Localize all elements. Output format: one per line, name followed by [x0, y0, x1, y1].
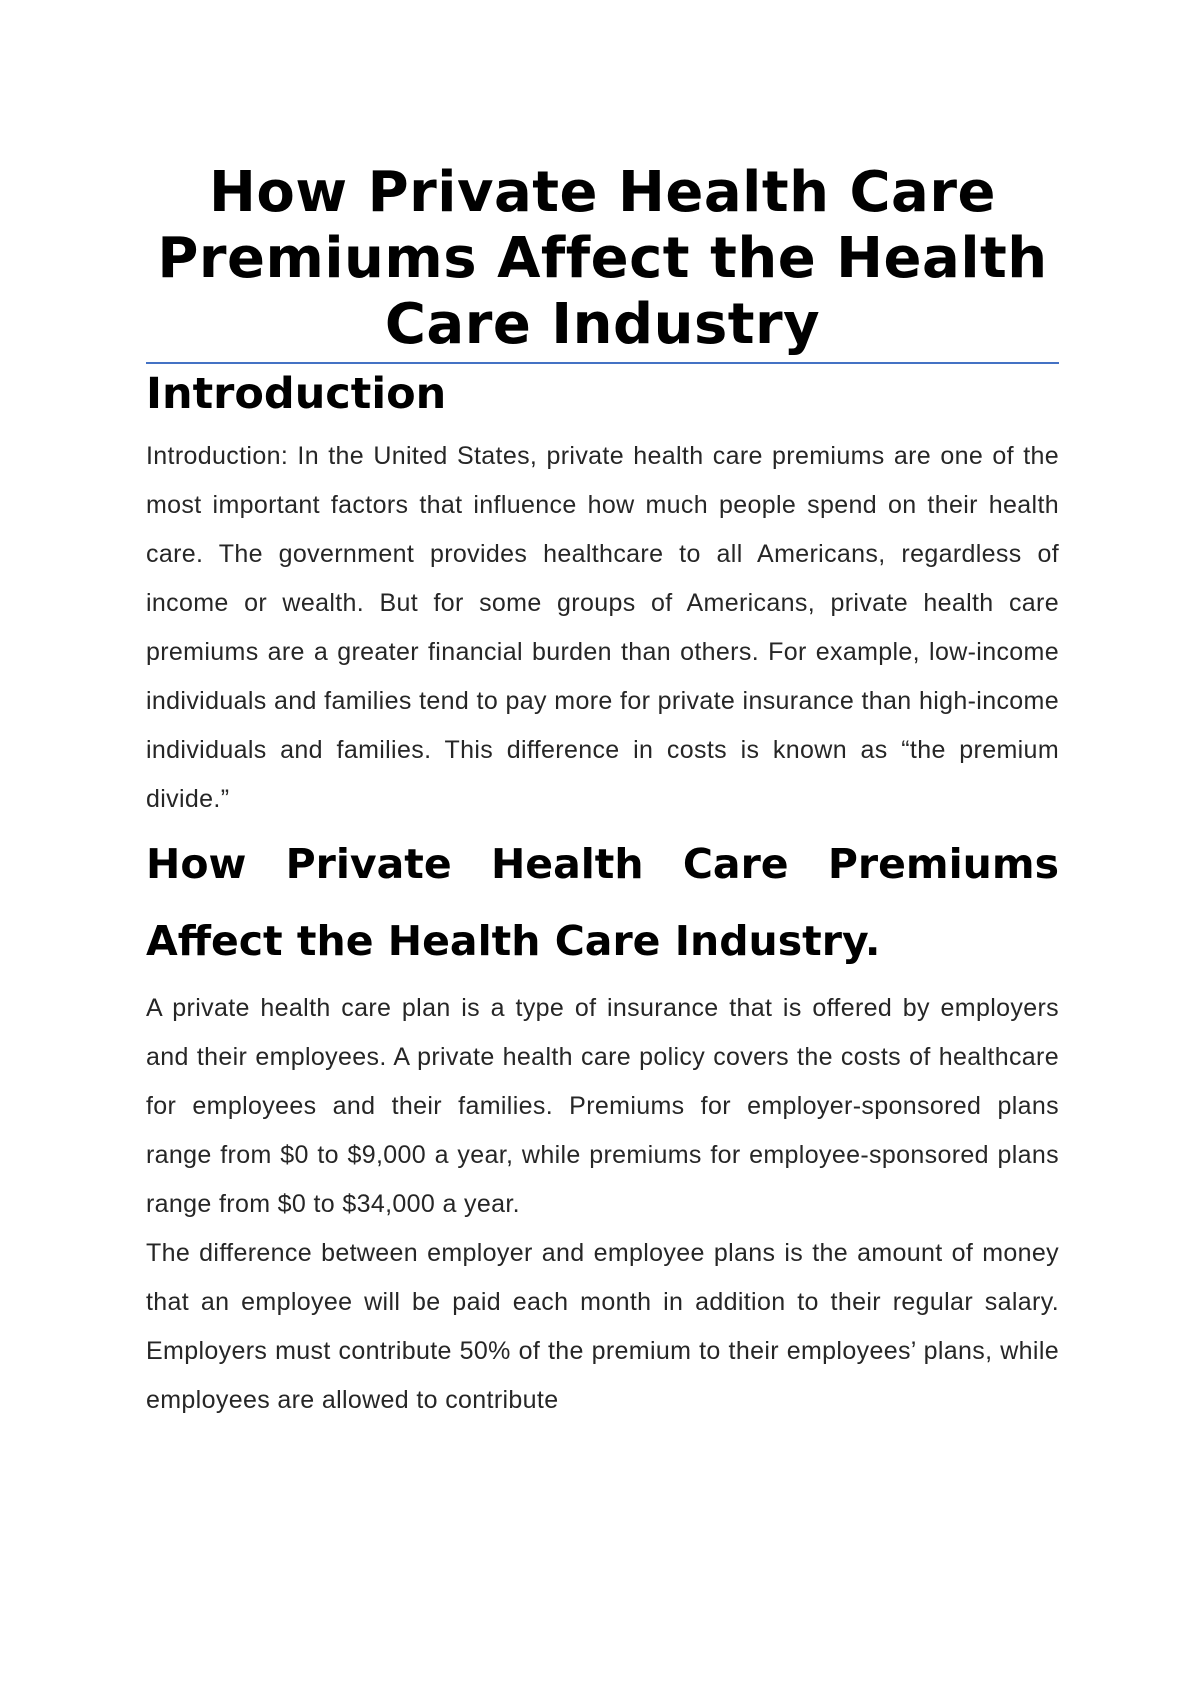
- section-paragraph-1: A private health care plan is a type of insurance that is offered by employers and their employees. A private health care policy covers the costs of healthcare for employees and their families. Premiums for employer-sponsored plans range from $0 to $9,000 a year, while premiums for employee-sponsored plans range from $0 to $34,000 a year.: [146, 994, 1059, 1218]
- document-page: [146, 160, 1059, 1425]
- title-divider: [146, 362, 1059, 364]
- section-heading: How Private Health Care Premiums Affect the Health Care Industry.: [146, 840, 1059, 965]
- section-paragraph-2: The difference between employer and employee plans is the amount of money that an employee will be paid each month in addition to their regular salary. Employers must contribute 50% of the premium to their employees’ plans, while employees are allowed to contribute: [146, 1239, 1059, 1414]
- document-title: How Private Health Care Premiums Affect the Health Care Industry: [157, 160, 1048, 357]
- intro-paragraph: Introduction: In the United States, private health care premiums are one of the most important factors that influence how much people spend on their health care. The government provides healthcare to all Americans, regardless of income or wealth. But for some groups of Americans, private health care premiums are a greater financial burden than others. For example, low-income individuals and families tend to pay more for private insurance than high-income individuals and families. This difference in costs is known as “the premium divide.”: [146, 442, 1059, 813]
- intro-heading: Introduction: [146, 369, 447, 419]
